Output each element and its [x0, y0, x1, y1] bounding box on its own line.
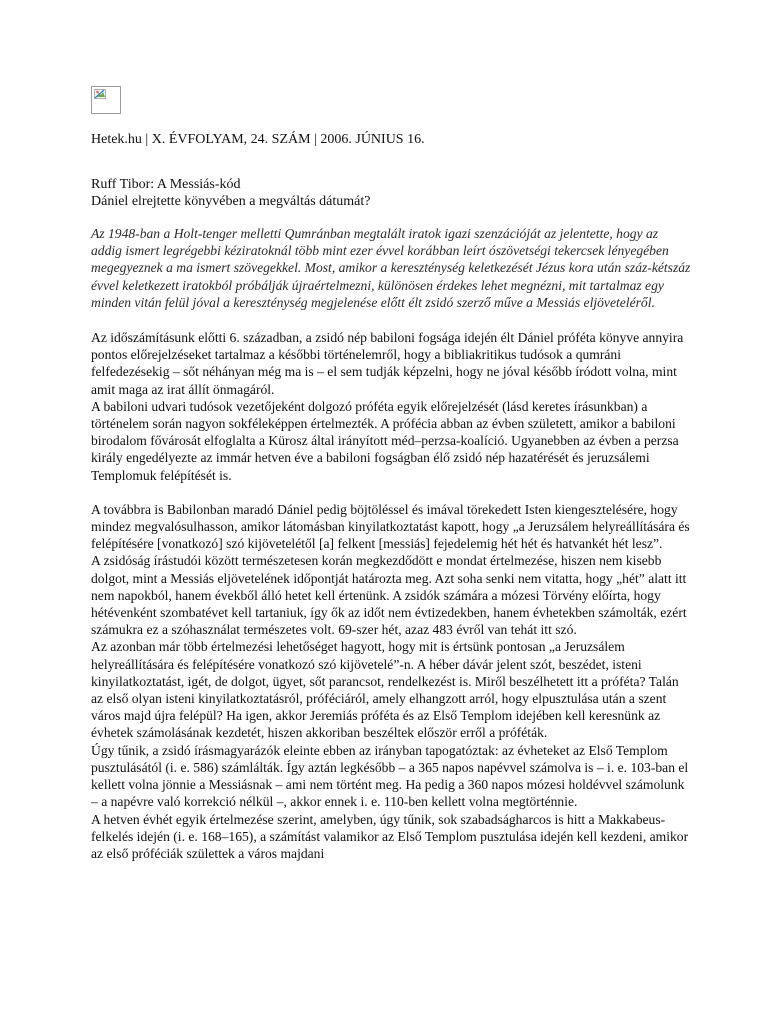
body-paragraph: A babiloni udvari tudósok vezetőjeként dolgozó próféta egyik előrejelzését (lásd keretes írásunkban) a történelem során nagyon sokféleképpen értelmezték. A prófécia abban az évben született, amikor a babiloni birodalom fővárosát elfoglalta a Kürosz által irányított méd–perzsa-koalíció. Ugyanebben az évben a perzsa király engedélyezte az immár hetven éve a babiloni fogságban élő zsidó nép hazatérését és jeruzsálemi Templomuk felépítését is. — [91, 398, 679, 483]
paragraph-gap — [91, 484, 691, 501]
body-paragraph: Az időszámításunk előtti 6. században, a zsidó nép babiloni fogsága idején élt Dániel próféta könyve annyira pontos előrejelzéseket tartalmaz a későbbi történelemről, hogy a bibliakritikus tudósok a qumráni felfedezésekig – sőt néhányan még ma is – el sem tudják képzelni, hogy ne jóval később íródott volna, mint amit maga az irat állít önmagáról. — [91, 330, 684, 397]
article-body — [91, 329, 691, 862]
body-paragraph: Az azonban már több értelmezési lehetőséget hagyott, hogy mit is értsünk pontosan „a Jeruzsálem helyreállítására és felépítésére vonatkozó szó kijövetelé”-n. A héber dávár jelent szót, beszédet, isteni kinyilatkoztatást, igét, de dolgot, ügyet, sőt parancsot, rendelkezést is. Miről beszélhetett itt a próféta? Talán az első olyan isteni kinyilatkoztatásról, próféciáról, amely elhangzott arról, hogy elpusztulása után a szent város majd újra felépül? Ha igen, akkor Jeremiás próféta és az Első Templom idejében kell keresnünk az évhetek számolásának kezdetét, hiszen akkoriban beszéltek először erről a próféták. — [91, 639, 679, 741]
body-paragraph: A továbbra is Babilonban maradó Dániel pedig böjtöléssel és imával törekedett Isten kiengesztelésére, hogy mindez megvalósulhasson, amikor látomásban kinyilatkoztatást kapott, hogy „a Jeruzsálem helyreállítására és felépítésére [vonatkozó] szó kijövetelétől [a] felkent [messiás] fejedelemig hét hét és hatvankét hét lesz”. — [91, 501, 690, 552]
broken-image-icon — [91, 86, 121, 114]
article-heading — [91, 176, 691, 210]
broken-image-glyph — [94, 89, 118, 111]
document-page — [91, 86, 691, 862]
body-paragraph: A zsidóság írástudói között természetesen korán megkezdődött e mondat értelmezése, hiszen nem kisebb dolgot, mint a Messiás eljövetelének időpontját határozta meg. Azt soha senki nem vitatta, hogy „hét” alatt itt nem napokból, hanem évekből álló hetet kell értenünk. A zsidók számára a mózesi Törvény előírta, hogy hétévenként szombatévet kell tartaniuk, így ők az időt nem évtizedekben, hanem évhetekben számolták, ezért számukra ez a szóhasználat természetes volt. 69-szer hét, azaz 483 évről van tehát itt szó. — [91, 553, 687, 638]
body-paragraph: A hetven évhét egyik értelmezése szerint, amelyben, úgy tűnik, sok szabadságharcos is hitt a Makkabeus-felkelés idején (i. e. 168–165), a számítást valamikor az Első Templom pusztulása idején kell kezdeni, amikor az első próféciák születtek a város majdani — [91, 811, 689, 861]
publication-line: Hetek.hu | X. ÉVFOLYAM, 24. SZÁM | 2006. JÚNIUS 16. — [91, 132, 425, 147]
article-lead: Az 1948-ban a Holt-tenger melletti Qumránban megtalált iratok igazi szenzációját az jelentette, hogy az addig ismert legrégebbi kéziratoknál több mint ezer évvel korábban leírt ószövetségi tekercsek lényegében megegyeznek a ma ismert szövegekkel. Most, amikor a kereszténység keletkezését Jézus kora után száz-kétszáz évvel keletkezett iratokból próbálják újraértelmezni, különösen érdekes lehet megnézni, mit tartalmaz egy minden vitán felül jóval a kereszténység megjelenése előtt élt zsidó szerző műve a Messiás eljöveteléről. — [91, 226, 691, 310]
author-title: Ruff Tibor: A Messiás-kód — [91, 177, 241, 192]
body-paragraph: Úgy tűnik, a zsidó írásmagyarázók eleinte ebben az irányban tapogatóztak: az évheteket az Első Templom pusztulásától (i. e. 586) számlálták. Így aztán legkésőbb – a 365 napos napévvel számolva is – i. e. 103-ban el kellett volna jönnie a Messiásnak – ami nem történt meg. Ha pedig a 360 napos mózesi holdévvel számolunk – a napévre való korrekció nélkül –, akkor ennek i. e. 110-ben kellett volna megtörténnie. — [91, 742, 689, 810]
article-subtitle: Dániel elrejtette könyvében a megváltás dátumát? — [91, 194, 371, 209]
